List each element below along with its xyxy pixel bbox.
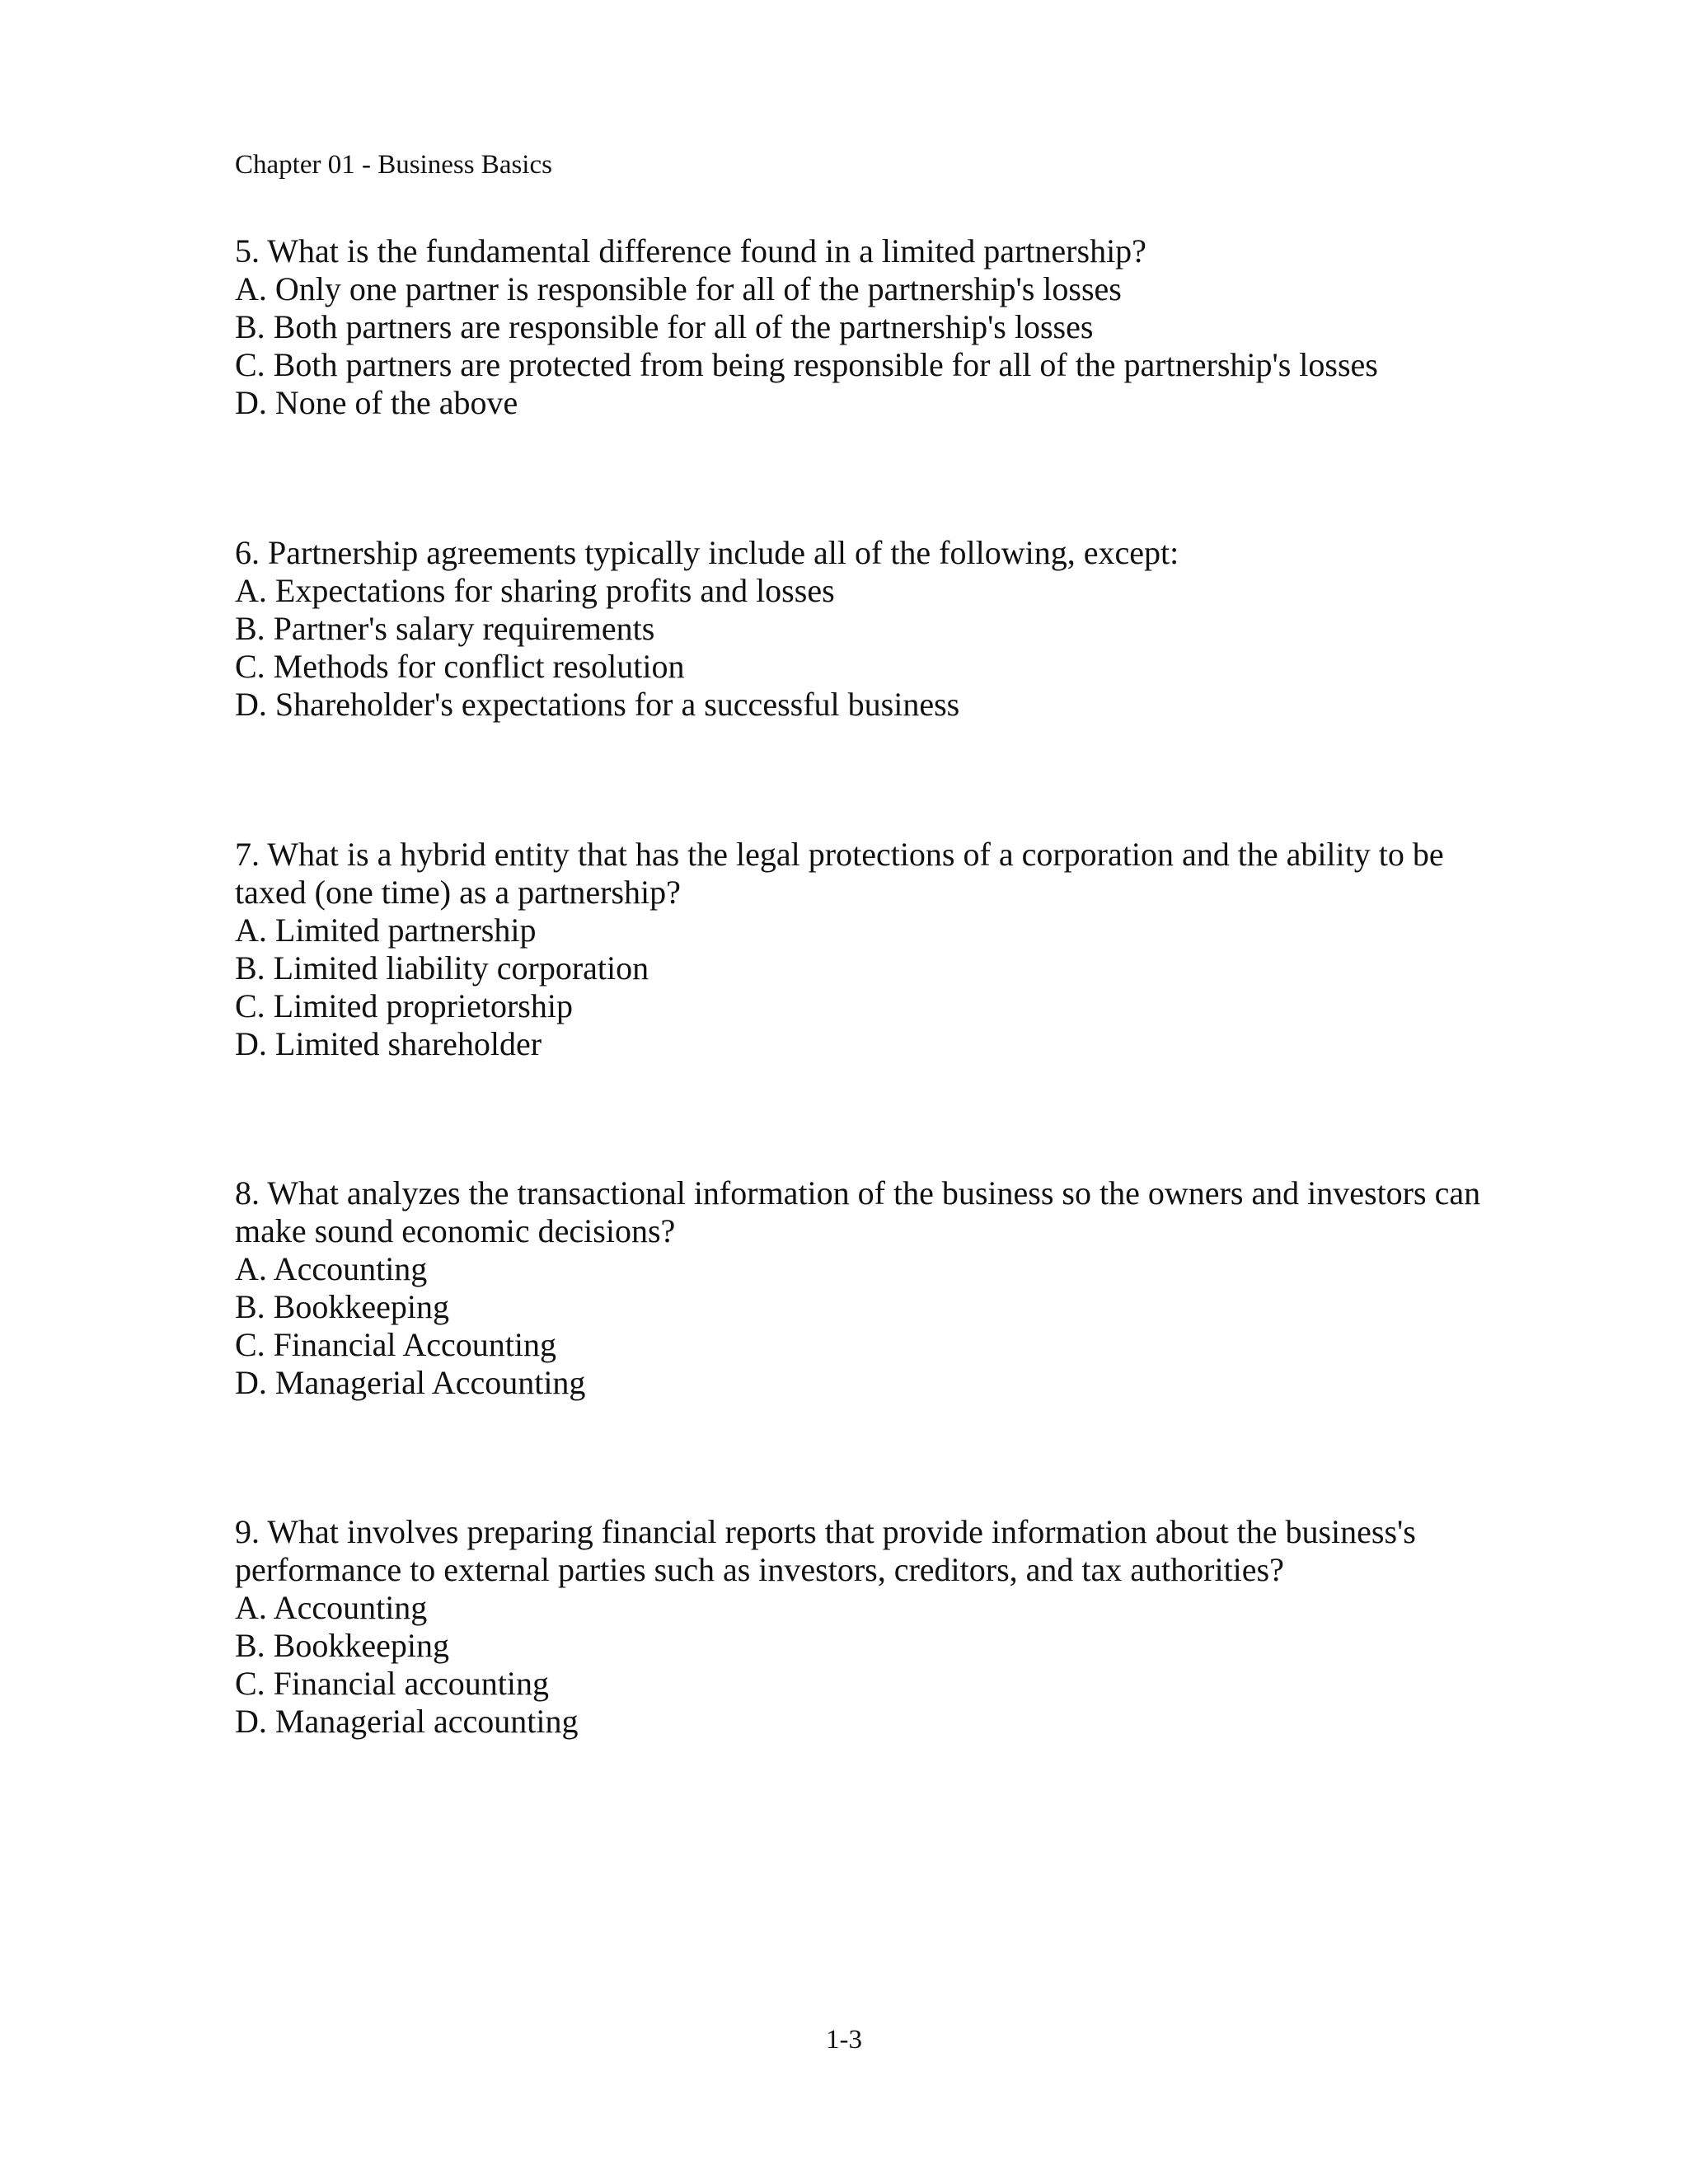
answer-option-b: B. Bookkeeping bbox=[235, 1288, 449, 1325]
question-8 bbox=[235, 1174, 1521, 1402]
answer-option-c: C. Financial accounting bbox=[235, 1665, 550, 1702]
page-number: 1-3 bbox=[826, 2025, 862, 2055]
question-6 bbox=[235, 534, 1521, 724]
question-7 bbox=[235, 836, 1521, 1063]
answer-option-b: B. Both partners are responsible for all of the partnership's losses bbox=[235, 308, 1094, 345]
answer-option-c: C. Both partners are protected from being responsible for all of the partnership's losses bbox=[235, 346, 1378, 383]
question-stem: 5. What is the fundamental difference found in a limited partnership? bbox=[235, 232, 1146, 269]
answer-option-a: A. Only one partner is responsible for all of the partnership's losses bbox=[235, 270, 1122, 307]
answer-option-a: A. Accounting bbox=[235, 1589, 428, 1626]
answer-option-d: D. None of the above bbox=[235, 384, 518, 421]
answer-option-b: B. Limited liability corporation bbox=[235, 949, 649, 987]
answer-option-b: B. Partner's salary requirements bbox=[235, 610, 655, 647]
answer-option-a: A. Expectations for sharing profits and losses bbox=[235, 572, 835, 609]
question-5 bbox=[235, 232, 1521, 422]
answer-option-c: C. Limited proprietorship bbox=[235, 987, 573, 1024]
question-stem: 6. Partnership agreements typically include all of the following, except: bbox=[235, 534, 1179, 571]
answer-option-a: A. Accounting bbox=[235, 1250, 428, 1287]
question-9 bbox=[235, 1513, 1521, 1741]
question-stem: 7. What is a hybrid entity that has the legal protections of a corporation and the ability to be taxed (one time) as a partnership? bbox=[235, 836, 1444, 911]
answer-option-d: D. Limited shareholder bbox=[235, 1025, 542, 1062]
page-header: Chapter 01 - Business Basics bbox=[235, 150, 552, 180]
answer-option-d: D. Managerial Accounting bbox=[235, 1364, 586, 1401]
question-stem: 8. What analyzes the transactional information of the business so the owners and investors can make sound economic decisions? bbox=[235, 1174, 1481, 1249]
answer-option-c: C. Financial Accounting bbox=[235, 1326, 556, 1363]
answer-option-a: A. Limited partnership bbox=[235, 912, 537, 949]
question-stem: 9. What involves preparing financial reports that provide information about the business's performance to external parties such as investors, creditors, and tax authorities? bbox=[235, 1513, 1416, 1588]
answer-option-c: C. Methods for conflict resolution bbox=[235, 648, 685, 685]
answer-option-d: D. Managerial accounting bbox=[235, 1703, 579, 1740]
answer-option-d: D. Shareholder's expectations for a successful business bbox=[235, 686, 960, 723]
answer-option-b: B. Bookkeeping bbox=[235, 1627, 449, 1664]
